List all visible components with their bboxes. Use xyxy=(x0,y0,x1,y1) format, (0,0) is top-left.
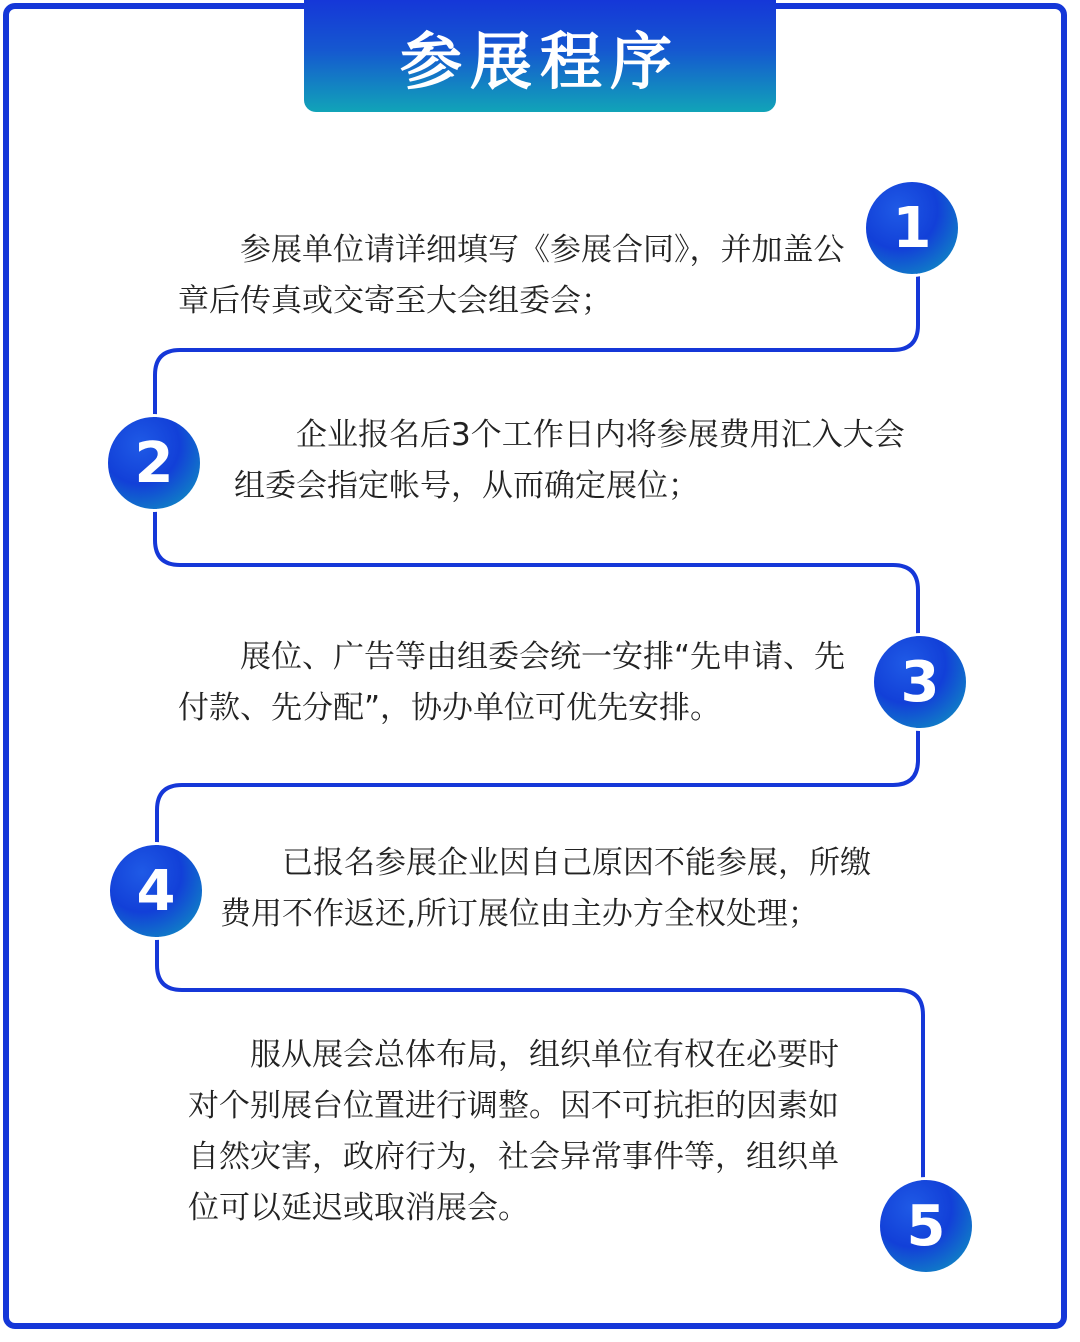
step-4-text: 已报名参展企业因自己原因不能参展，所缴费用不作返还,所订展位由主办方全权处理； xyxy=(220,845,871,932)
step-3-badge xyxy=(874,636,966,728)
step-3-text: 展位、广告等由组委会统一安排“先申请、先付款、先分配”，协办单位可优先安排。 xyxy=(178,639,846,726)
step-4-badge xyxy=(110,845,202,937)
step-2-badge xyxy=(108,417,200,509)
step-2-text: 企业报名后3个工作日内将参展费用汇入大会组委会指定帐号，从而确定展位； xyxy=(234,417,905,504)
step-5-text: 服从展会总体布局，组织单位有权在必要时对个别展台位置进行调整。因不可抗拒的因素如自然灾害，政府行为，社会异常事件等，组织单位可以延迟或取消展会。 xyxy=(188,1037,839,1226)
step-5-number: 5 xyxy=(906,1193,946,1259)
step-5-badge xyxy=(880,1180,972,1272)
step-1-text: 参展单位请详细填写《参展合同》，并加盖公章后传真或交寄至大会组委会； xyxy=(178,232,845,319)
step-2-number: 2 xyxy=(134,430,174,496)
page-title: 参展程序 xyxy=(399,24,680,98)
step-4-number: 4 xyxy=(136,858,176,924)
step-1-number: 1 xyxy=(892,195,932,261)
step-3-number: 3 xyxy=(900,649,940,715)
step-1-badge xyxy=(866,182,958,274)
